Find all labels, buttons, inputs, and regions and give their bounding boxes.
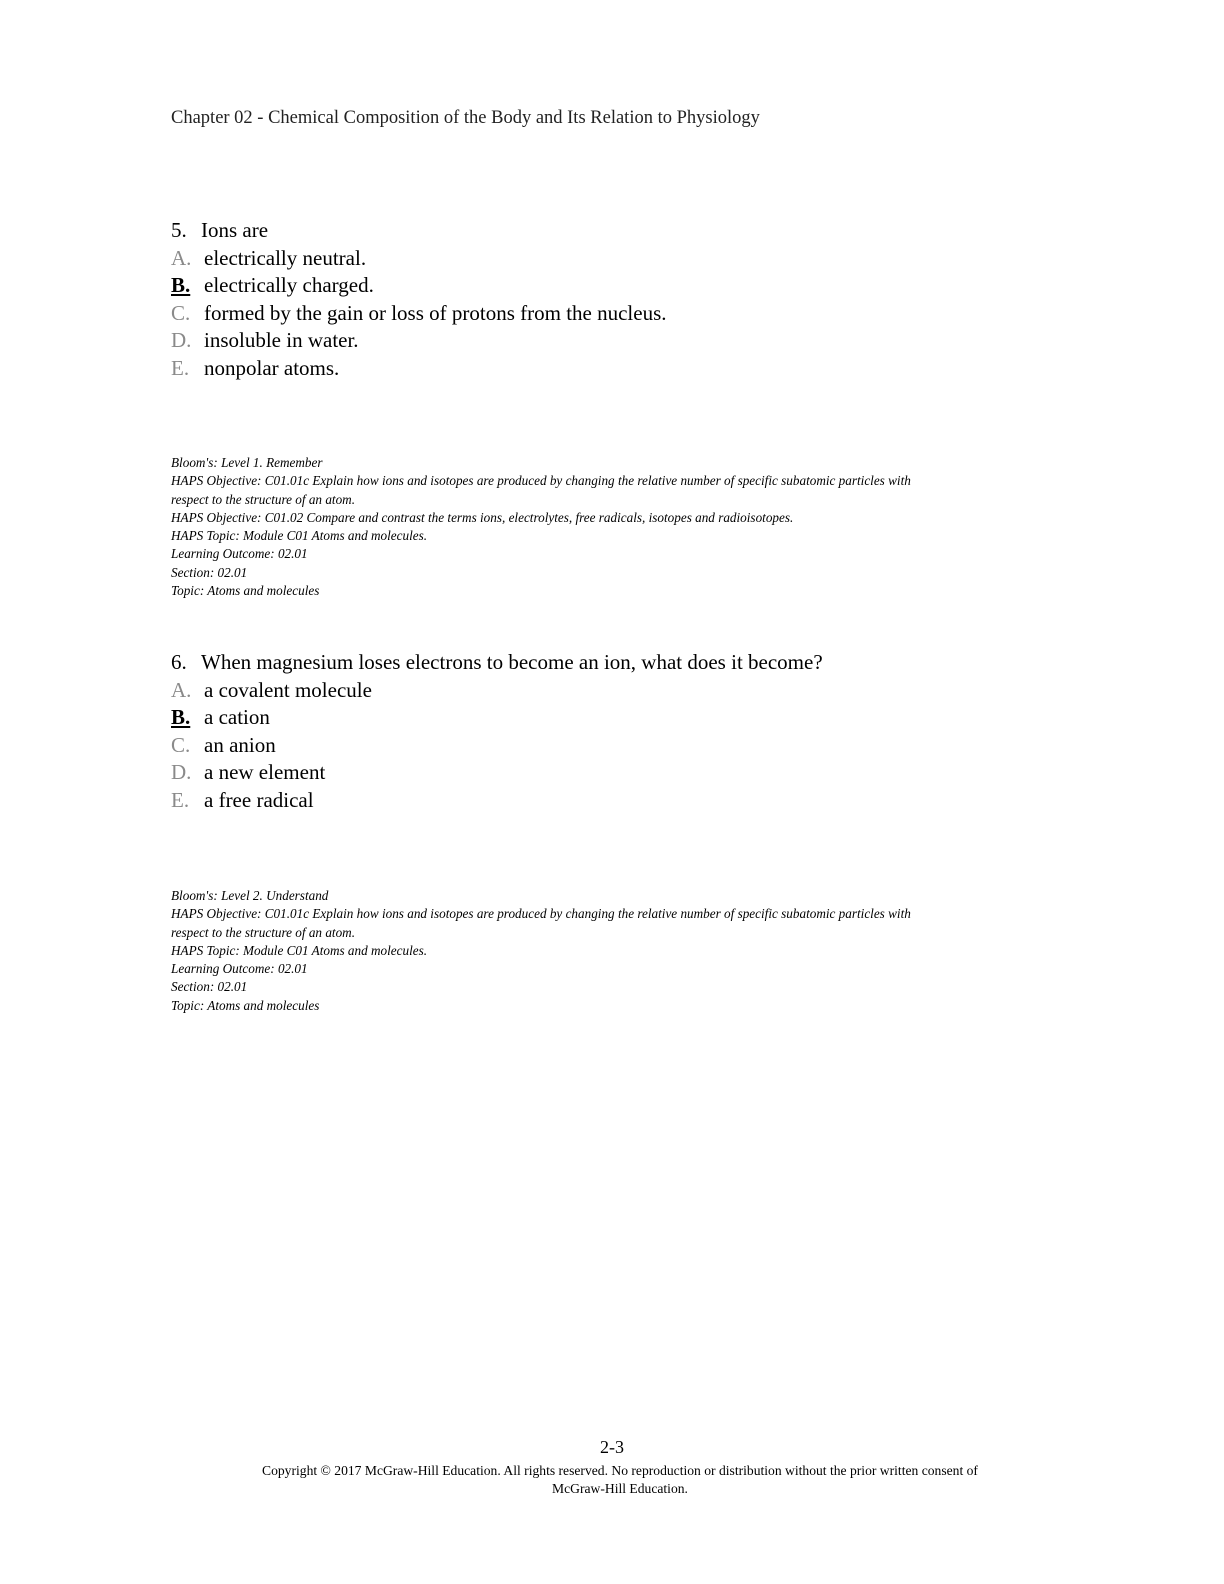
option-text: nonpolar atoms. [204, 355, 340, 380]
meta-line: Bloom's: Level 2. Understand [171, 888, 329, 903]
meta-line: respect to the structure of an atom. [171, 924, 355, 940]
question-number: 6. [171, 650, 187, 674]
option-letter: D. [171, 760, 192, 784]
option-d [171, 759, 1071, 787]
page-header: Chapter 02 - Chemical Composition of the Body and Its Relation to Physiology [171, 108, 760, 128]
meta-line: Topic: Atoms and molecules [171, 997, 320, 1013]
option-text: a covalent molecule [204, 677, 372, 702]
copyright-line: McGraw-Hill Education. [552, 1481, 688, 1496]
question-stem [171, 649, 1071, 677]
meta-line: respect to the structure of an atom. [171, 491, 355, 507]
question-6 [171, 649, 1071, 814]
question-text: Ions are [201, 218, 269, 242]
option-letter: E. [171, 355, 190, 380]
meta-line: HAPS Topic: Module C01 Atoms and molecules. [171, 528, 428, 544]
option-a [171, 245, 1071, 273]
option-b-correct [171, 704, 1071, 732]
option-d [171, 327, 1071, 355]
option-c [171, 732, 1071, 760]
meta-line: Bloom's: Level 1. Remember [171, 455, 323, 470]
page-number: 2-3 [600, 1437, 624, 1457]
option-letter: A. [171, 245, 192, 270]
option-text: an anion [204, 732, 276, 757]
question-6-metadata [171, 887, 1071, 1015]
option-text: a free radical [204, 787, 314, 812]
copyright-line: Copyright © 2017 McGraw-Hill Education. All rights reserved. No reproduction or distribution without the prior written consent of [262, 1463, 978, 1478]
meta-line: Section: 02.01 [171, 979, 248, 995]
meta-line: HAPS Objective: C01.01c Explain how ions and isotopes are produced by changing the relative number of specific subatomic particles with [171, 473, 911, 489]
option-b-correct [171, 272, 1071, 300]
meta-line: HAPS Topic: Module C01 Atoms and molecules. [171, 942, 428, 958]
question-text: When magnesium loses electrons to become an ion, what does it become? [201, 650, 823, 674]
option-text: formed by the gain or loss of protons from the nucleus. [204, 300, 667, 325]
option-letter-correct: B. [171, 273, 191, 297]
option-letter: E. [171, 787, 190, 812]
option-text: electrically charged. [204, 273, 374, 297]
option-letter: A. [171, 677, 192, 702]
option-a [171, 677, 1071, 705]
question-stem [171, 217, 1071, 245]
question-5-metadata [171, 454, 1071, 600]
option-letter: C. [171, 300, 191, 325]
option-letter: C. [171, 732, 191, 757]
meta-line: HAPS Objective: C01.02 Compare and contrast the terms ions, electrolytes, free radicals, isotopes and radioisotopes. [171, 509, 794, 525]
option-text: a cation [204, 705, 270, 729]
question-number: 5. [171, 218, 187, 242]
meta-line: Learning Outcome: 02.01 [171, 961, 308, 977]
meta-line: Section: 02.01 [171, 564, 248, 580]
copyright-notice [190, 1462, 1050, 1498]
meta-line: HAPS Objective: C01.01c Explain how ions and isotopes are produced by changing the relative number of specific subatomic particles with [171, 906, 911, 922]
option-c [171, 300, 1071, 328]
option-e [171, 787, 1071, 815]
question-5 [171, 217, 1071, 382]
option-letter-correct: B. [171, 705, 191, 729]
meta-line: Learning Outcome: 02.01 [171, 546, 308, 562]
option-text: insoluble in water. [204, 328, 359, 352]
option-text: a new element [204, 760, 326, 784]
meta-line: Topic: Atoms and molecules [171, 583, 320, 599]
option-text: electrically neutral. [204, 245, 367, 270]
option-e [171, 355, 1071, 383]
option-letter: D. [171, 328, 192, 352]
